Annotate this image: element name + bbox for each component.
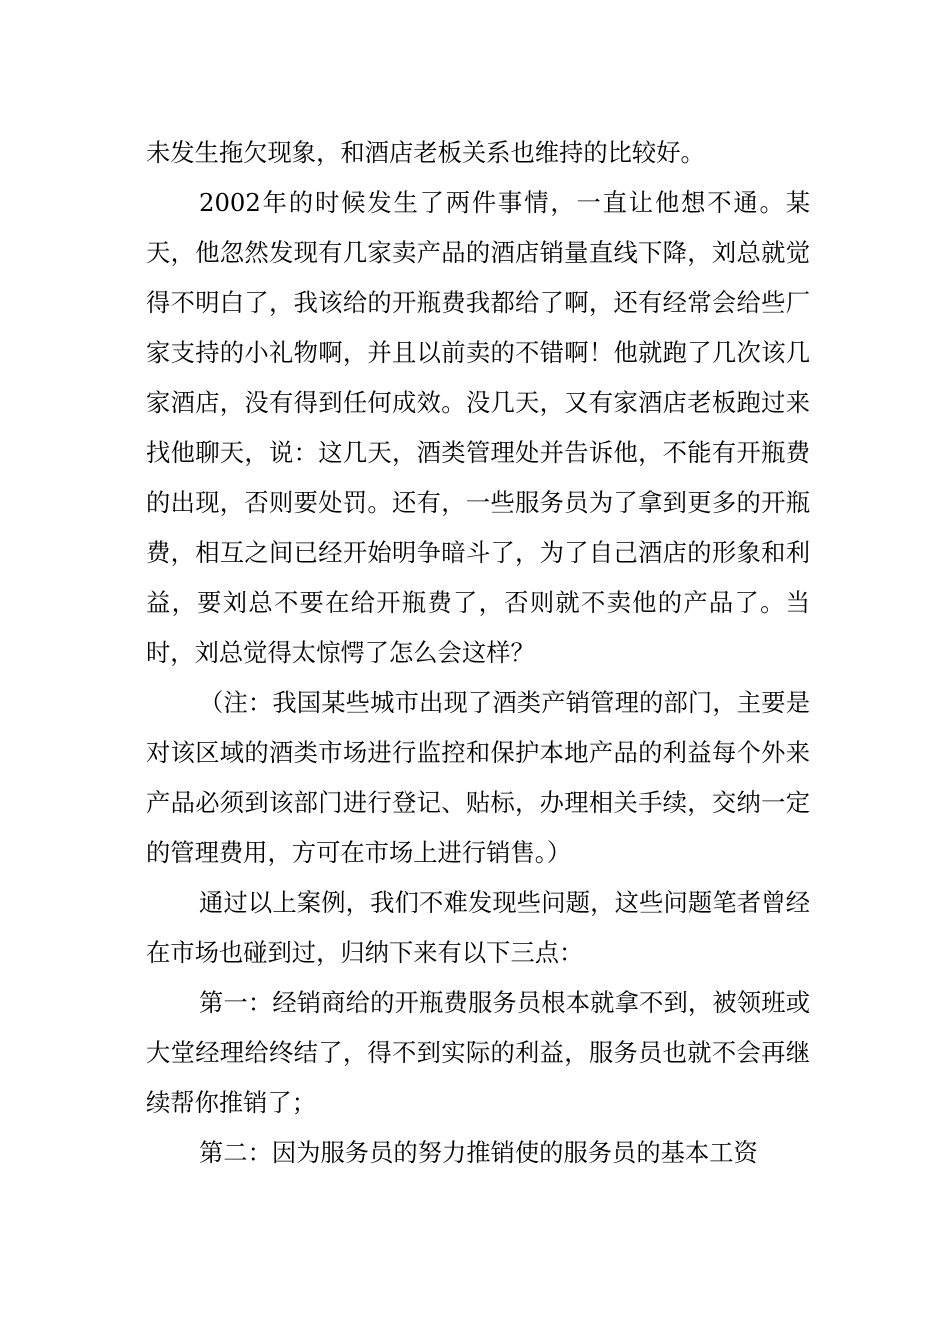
paragraph-5: 第一：经销商给的开瓶费服务员根本就拿不到，被领班或大堂经理给终结了，得不到实际的利益，服务员也就不会再继续帮你推销了； <box>146 988 810 1117</box>
paragraph-6: 第二：因为服务员的努力推销使的服务员的基本工资 <box>199 1138 758 1167</box>
document-body <box>146 128 810 1178</box>
paragraph-note: （注：我国某些城市出现了酒类产销管理的部门，主要是对该区域的酒类市场进行监控和保护本地产品的利益每个外来产品必须到该部门进行登记、贴标，办理相关手续，交纳一定的管理费用，方可在市场上进行销售。） <box>146 688 810 867</box>
paragraph-1: 未发生拖欠现象，和酒店老板关系也维持的比较好。 <box>146 138 705 167</box>
paragraph-4: 通过以上案例，我们不难发现些问题，这些问题笔者曾经在市场也碰到过，归纳下来有以下三点： <box>146 888 810 967</box>
paragraph-2: 2002年的时候发生了两件事情，一直让他想不通。某天，他忽然发现有几家卖产品的酒店销量直线下降，刘总就觉得不明白了，我该给的开瓶费我都给了啊，还有经常会给些厂家支持的小礼物啊，并且以前卖的不错啊！他就跑了几次该几家酒店，没有得到任何成效。没几天，又有家酒店老板跑过来找他聊天，说：这几天，酒类管理处并告诉他，不能有开瓶费的出现，否则要处罚。还有，一些服务员为了拿到更多的开瓶费，相互之间已经开始明争暗斗了，为了自己酒店的形象和利益，要刘总不要在给开瓶费了，否则就不卖他的产品了。当时，刘总觉得太惊愕了怎么会这样？ <box>146 188 810 667</box>
